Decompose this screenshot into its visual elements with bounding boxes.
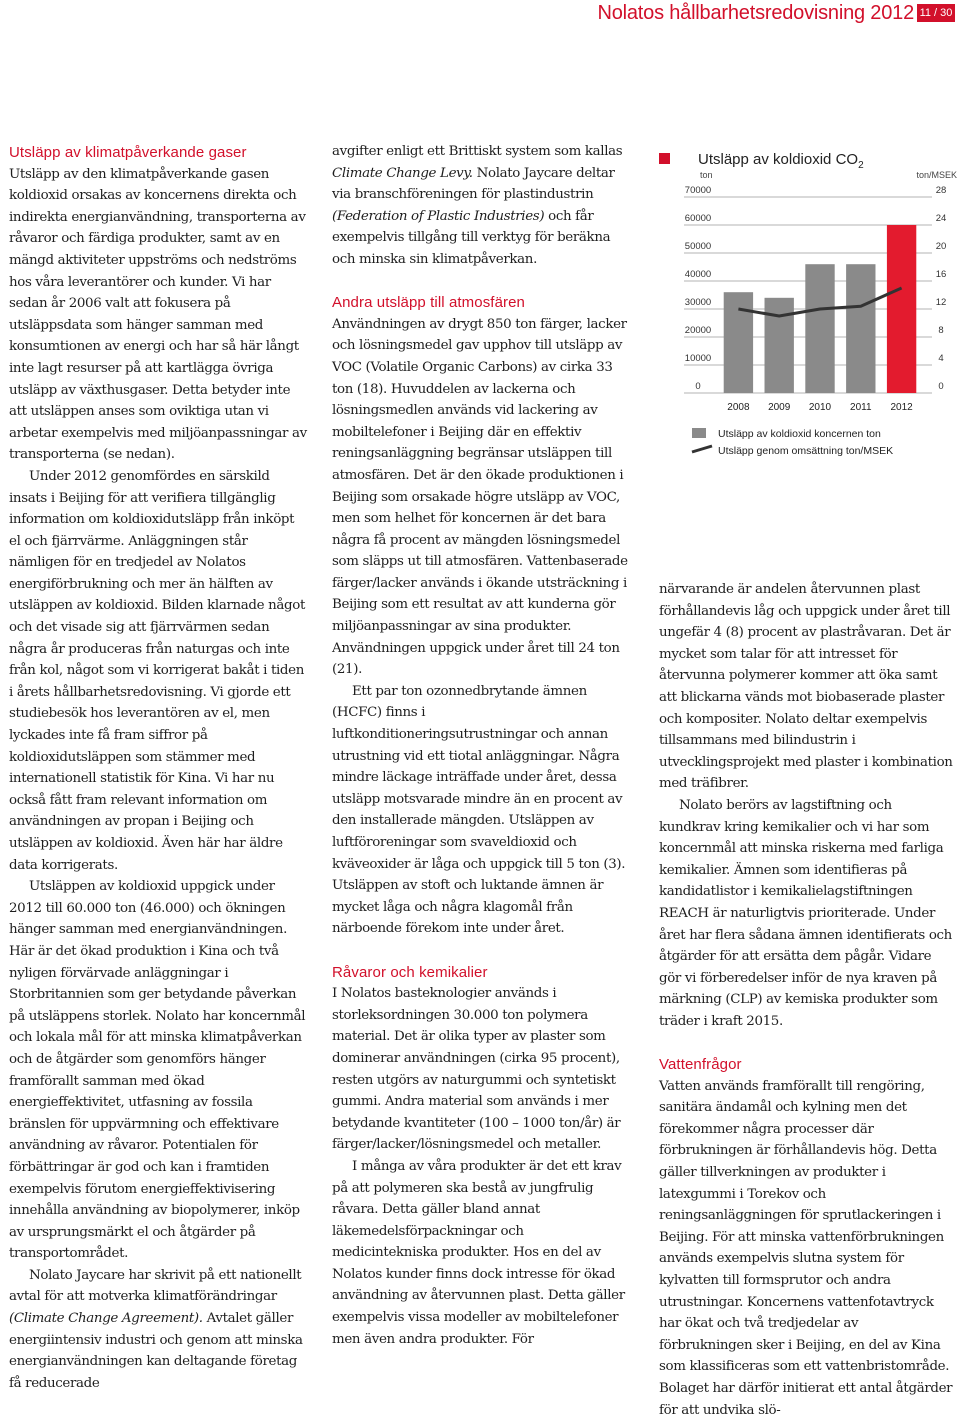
text-run-italic: Climate Change Levy. (332, 165, 473, 181)
text-run-italic: (Climate Change Agreement). (9, 1311, 203, 1327)
y2-tick-label: 20 (935, 241, 947, 252)
paragraph: Användningen av drygt 850 ton färger, lacker och lösningsmedel gav upphov till utsläpp av VOC (Volatile Organic Carbons) av cirka 33 ton (18). Huvuddelen av lackerna och lösningsmedlen används vid lackering av mobiltelefoner i Beijing där en effektiv reningsanläggning begränsar utsläppen till atmosfären. Det är den ökade produktionen i Beijing som orsakade högre utsläpp av VOC, men som helhet för koncernen är det bara några få procent av mängden lösningsmedel som släpps ut till atmosfären. Vattenbaserade färger/lacker används i ökande utsträckning i Beijing som ett resultat av att kunderna gör miljöanpassningar av sina produkter. Användningen uppgick under året till 24 ton (21). (332, 316, 628, 678)
legend-line-swatch (692, 446, 712, 452)
legend-line-label: Utsläpp genom omsättning ton/MSEK (718, 445, 894, 457)
paragraph: I Nolatos basteknologier används i storleksordningen 30.000 ton polymera material. Det är olika typer av plaster som dominerar användningen (cirka 95 procent), resten utgörs av naturgummi och syntetiskt gummi. Andra material som används i mer betydande kvantiteter (100 – 1000 ton/år) är färger/lacker/lösningsmedel och metaller. (332, 986, 621, 1153)
bar-2008 (724, 292, 753, 393)
text-run-italic: (Federation of Plastic Industries) (332, 208, 545, 224)
y-tick-label: 30000 (684, 297, 712, 308)
paragraph: Utsläppen av koldioxid uppgick under 2012 till 60.000 ton (46.000) och ökningen hänger samman med energianvändningen. Här är det ökad produktion i Kina och två nyligen förvärvade anläggningar i Storbritannien som ger betydande påverkan på utsläppens storlek. Nolato har koncernmål och lokala mål för att minska klimatpåverkan och de åtgärder som genomförs hänger framförallt samman med ökad energieffektivitet, utfasning av fossila bränslen för uppvärmning och effektivare användning av råvaror. Potentialen för förbättringar är god och kan i framtiden exempelvis förutom energieffektivisering innehålla användning av biopolymerer, inköp av ursprungsmärkt el och åtgärder på transportområdet. (9, 879, 306, 1262)
bar-2012 (887, 225, 916, 393)
text-run: Avtalet gäller energiintensiv industri och genom att minska energianvändningen kan deltagande företag få reducerade (9, 1311, 303, 1391)
left-axis-unit: ton (700, 170, 713, 180)
x-tick-label: 2010 (808, 402, 832, 413)
column-3 (659, 579, 955, 1421)
bar-2010 (805, 264, 834, 393)
report-title: Nolatos hållbarhetsredovisning 2012 (597, 2, 914, 24)
text-run: och får exempelvis tillgång till verktyg för beräkna och minska sin klimatpåverkan. (332, 208, 611, 267)
section-heading-raw-materials: Råvaror och kemikalier (332, 963, 488, 981)
paragraph: Vatten används framförallt till rengöring, sanitära ändamål och kylning men det förekommer några processer där förbrukningen är förhållandevis hög. Detta gäller tillverkningen av produkter i latexgummi i Torekov och reningsanläggningen för sprutlackeringen i Beijing. För att minska vattenförbrukningen används exempelvis slutna system för kylvatten till formsprutor och andra utrustningar. Koncernens vattenfotavtryck har ökat och två tredjedelar av förbrukningen sker i Beijing, en del av Kina som klassificeras som ett vattenbristområde. Bolaget har därför initierat ett antal åtgärder för att undvika slö- (659, 1078, 953, 1418)
x-tick-label: 2008 (727, 402, 750, 413)
y-tick-label: 10000 (684, 353, 712, 364)
paragraph: närvarande är andelen återvunnen plast förhållandevis låg och uppgick under året till ungefär 4 (8) procent av plastråvaran. Det är mycket som talar för att intresset för återvunna polymerer kommer att öka samt att blickarna vänds mot biobaserade plaster och kompositer. Nolato deltar exempelvis tillsammans med bilindustrin i utvecklingsprojekt med plaster i kombination med träfibrer. (659, 582, 953, 792)
page-header (0, 0, 960, 24)
bar-2009 (765, 298, 794, 393)
x-tick-label: 2009 (768, 402, 791, 413)
paragraph (9, 1265, 309, 1395)
paragraph: I många av våra produkter är det ett krav på att polymeren ska bestå av jungfrulig råvara. Detta gäller bland annat läkemedelsförpackningar och medicintekniska produkter. Hos en del av Nolatos kunder finns dock intresse för ökad användning av återvunnen plast. Detta gäller exempelvis vissa modeller av mobiltelefoner men även andra produkter. För (332, 1158, 625, 1347)
x-tick-label: 2012 (890, 402, 913, 413)
legend-bar-swatch (692, 428, 706, 438)
section-heading-climate-gases: Utsläpp av klimatpåverkande gaser (9, 144, 247, 161)
chart-title-marker (659, 153, 670, 164)
text-run: Nolato Jaycare har skrivit på ett nationellt avtal för att motverka klimatförändringar (9, 1267, 302, 1305)
y2-tick-label: 4 (938, 353, 944, 364)
y2-tick-label: 12 (935, 297, 947, 308)
x-tick-label: 2011 (850, 402, 872, 413)
text-run: Nolato Jaycare deltar via branschföreningen för plastindustrin (332, 165, 615, 203)
y-tick-label: 60000 (684, 213, 712, 224)
page-number-badge: 11 / 30 (917, 4, 955, 22)
y2-tick-label: 0 (938, 381, 944, 392)
section-heading-water: Vattenfrågor (659, 1056, 742, 1074)
right-axis-unit: ton/MSEK (916, 170, 957, 180)
y-tick-label: 70000 (684, 185, 712, 196)
y2-tick-label: 8 (938, 325, 944, 336)
paragraph: Utsläpp av den klimatpåverkande gasen koldioxid orsakas av koncernens direkta och indirekta energianvändning, transporterna av råvaror och färdiga produkter, samt av en mängd aktiviteter uppströms och nedströms hos våra leverantörer och kunder. Vi har sedan år 2006 valt att fokusera på utsläppsdata som hänger samman med konsumtionen av energi och har så här långt inte lagt resurser på att kartlägga övriga utsläpp av växthusgaser. Detta betyder inte att utsläppen anses som oviktiga utan vi arbetar exempelvis med miljöanpassningar av transporterna (se nedan). (9, 166, 307, 463)
column-1 (9, 142, 309, 1394)
paragraph: Nolato berörs av lagstiftning och kundkrav kring kemikalier och vi har som koncernmål att minska riskerna med farliga kemikalier. Ämnen som identifieras på kandidatlistor i kemikalielagstiftningen REACH är naturligtvis prioriterade. Under året har flera sådana ämnen identifierats och åtgärder för att ersätta dem pågår. Vidare gör vi förberedelser inför de nya kraven på märkning (CLP) av kemiska produkter som träder i kraft 2015. (659, 797, 952, 1029)
co2-emissions-chart (656, 140, 960, 470)
section-heading-other-emissions: Andra utsläpp till atmosfären (332, 294, 525, 312)
paragraph: Under 2012 genomfördes en särskild insats i Beijing för att verifiera tillgänglig information om koldioxidutsläpp från inköpt el och fjärrvärme. Anläggningen står nämligen för en tredjedel av Nolatos energiförbrukning och mer än hälften av utsläppen av koldioxid. Bilden klarnade något och det visade sig att fjärrvärmen sedan några år produceras från naturgas och inte från kol, något som vi korrigerat bakåt i tiden i årets hållbarhetsredovisning. Vi gjorde ett studiebesök hos leverantören av el, men lyckades inte få fram siffror på koldioxidutsläppen som stämmer med internationell statistik för Kina. Vi har nu också fått fram relevant information om användningen av propan i Beijing och utsläppen av koldioxid. Även här har äldre data korrigerats. (9, 468, 305, 873)
y-tick-label: 0 (695, 381, 701, 392)
chart-title: Utsläpp av koldioxid $CO_2$ (698, 151, 864, 171)
y2-tick-label: 24 (935, 213, 947, 224)
text-run: avgifter enligt ett Brittiskt system som kallas (332, 144, 623, 159)
y-tick-label: 50000 (684, 241, 712, 252)
y2-tick-label: 16 (935, 269, 947, 280)
legend-bar-label: Utsläpp av koldioxid koncernen ton (718, 428, 881, 440)
paragraph (332, 141, 632, 271)
y-tick-label: 20000 (684, 325, 712, 336)
paragraph: Ett par ton ozonnedbrytande ämnen (HCFC) finns i luftkonditioneringsutrustningar och annan utrustning vid ett tiotal anläggningar. Några mindre läckage inträffade under året, dessa utsläpp motsvarade mindre än en procent av den installerade mängden. Utsläppen av luftföroreningar som svaveldioxid och kväveoxider är låga och uppgick till 5 ton (3). Utsläppen av stoft och luktande ämnen är mycket låga och några klagomål från närboende förekom inte under året. (332, 683, 626, 937)
column-2 (332, 141, 632, 1350)
y2-tick-label: 28 (935, 185, 947, 196)
chart-svg (656, 140, 960, 470)
bar-2011 (846, 264, 875, 393)
y-tick-label: 40000 (684, 269, 712, 280)
